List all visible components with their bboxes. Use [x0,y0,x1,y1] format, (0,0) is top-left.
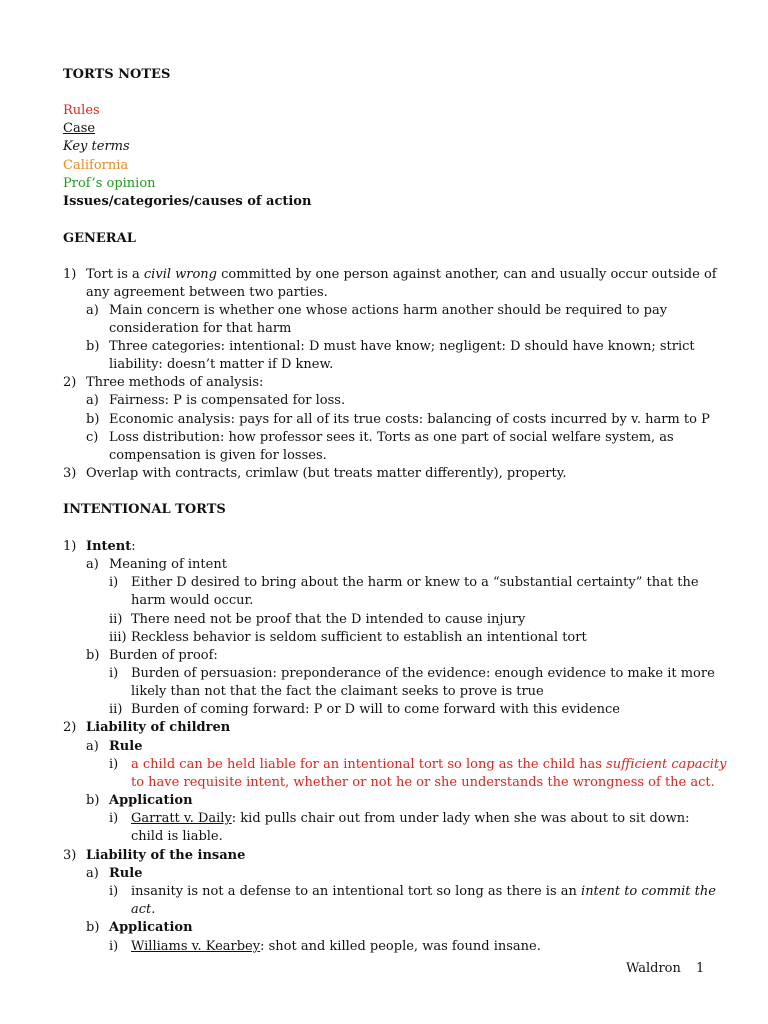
rule-text [131,756,727,774]
list-item-text: harm would occur. [131,593,254,608]
issue-label: Application [109,793,193,808]
issue-label: Liability of the insane [86,848,246,863]
text-run: Tort is a [86,267,144,282]
list-item-text: liability: doesn’t matter if D knew. [109,357,334,372]
issue-label: Liability of children [86,720,231,735]
list-roman: i) [109,939,119,954]
list-item-text: Main concern is whether one whose actions harm another should be required to pay [109,303,668,318]
list-item-text: child is liable. [131,829,223,844]
list-item-text: compensation is given for losses. [109,448,327,463]
footer-author: Waldron [626,961,681,976]
list-item-text: Three categories: intentional: D must have know; negligent: D should have known; strict [109,339,695,354]
key-term: sufficient capacity [606,757,727,772]
list-letter: b) [86,793,100,808]
text-run: committed by one person against another, can and usually occur outside of [217,267,717,282]
list-letter: a) [86,739,99,754]
issue-label: Intent [86,539,132,554]
list-letter: b) [86,648,100,663]
list-item-text: Overlap with contracts, crimlaw (but treats matter differently), property. [86,466,567,481]
key-term: civil wrong [143,267,217,282]
list-item-text [131,810,689,828]
list-item-text [131,883,716,901]
issue-label: Application [109,920,193,935]
footer-page-number: 1 [696,961,705,976]
list-number: 1) [63,267,77,282]
list-item-text: There need not be proof that the D intended to cause injury [131,612,526,627]
section-heading-intentional-torts: INTENTIONAL TORTS [63,502,226,517]
list-item-text: Meaning of intent [109,557,227,572]
list-item-text [131,938,541,956]
list-item-text: Reckless behavior is seldom sufficient to establish an intentional tort [131,630,587,645]
text-run: insanity is not a defense to an intentional tort so long as there is an [131,884,582,899]
list-roman: i) [109,666,119,681]
legend-rules: Rules [63,103,100,118]
list-number: 3) [63,848,77,863]
list-item-text: Burden of proof: [109,648,218,663]
list-item-text: Economic analysis: pays for all of its true costs: balancing of costs incurred by v. harm to P [109,412,710,427]
list-item-text: Loss distribution: how professor sees it. Torts as one part of social welfare system, as [109,430,674,445]
text-run: : kid pulls chair out from under lady when she was about to sit down: [231,811,690,826]
legend-case: Case [63,121,96,136]
list-letter: c) [86,430,99,445]
list-letter: a) [86,866,99,881]
list-letter: a) [86,393,99,408]
list-roman: iii) [109,630,127,645]
list-number: 3) [63,466,77,481]
list-roman: ii) [109,702,123,717]
case-name: Garratt v. Daily [131,811,232,826]
list-item-text: Burden of coming forward: P or D will to come forward with this evidence [131,702,620,717]
list-number: 2) [63,375,77,390]
list-item-text: Three methods of analysis: [86,375,264,390]
rule-text: to have requisite intent, whether or not he or she understands the wrongness of the act. [131,775,715,790]
key-term: act. [131,902,156,917]
key-term: intent to commit the [581,884,716,899]
text-run: : shot and killed people, was found insane. [260,939,541,954]
list-item-text: consideration for that harm [109,321,292,336]
legend-key-terms: Key terms [63,139,130,154]
list-item-text: Either D desired to bring about the harm or knew to a “substantial certainty” that the [131,575,699,590]
list-item-text [86,538,136,556]
list-item-text: Fairness: P is compensated for loss. [109,393,346,408]
issue-label: Rule [109,739,143,754]
list-roman: i) [109,884,119,899]
text-run: a child can be held liable for an intentional tort so long as the child has [131,757,607,772]
document-title: TORTS NOTES [63,67,171,82]
list-letter: a) [86,557,99,572]
list-roman: i) [109,811,119,826]
case-name: Williams v. Kearbey [131,939,261,954]
legend-profs-opinion: Prof’s opinion [63,176,156,191]
list-item-text: likely than not that the fact the claimant seeks to prove is true [131,684,544,699]
list-item-text [86,266,717,284]
list-roman: ii) [109,612,123,627]
section-heading-general: GENERAL [63,231,136,246]
list-roman: i) [109,757,119,772]
list-item-text: any agreement between two parties. [86,285,328,300]
list-item-text: Burden of persuasion: preponderance of the evidence: enough evidence to make it more [131,666,715,681]
issue-label: Rule [109,866,143,881]
legend-california: California [63,158,129,173]
list-number: 1) [63,539,77,554]
list-letter: b) [86,920,100,935]
list-letter: b) [86,339,100,354]
list-number: 2) [63,720,77,735]
text-run: : [131,539,136,554]
list-letter: b) [86,412,100,427]
list-roman: i) [109,575,119,590]
legend-issues: Issues/categories/causes of action [63,194,312,209]
list-letter: a) [86,303,99,318]
